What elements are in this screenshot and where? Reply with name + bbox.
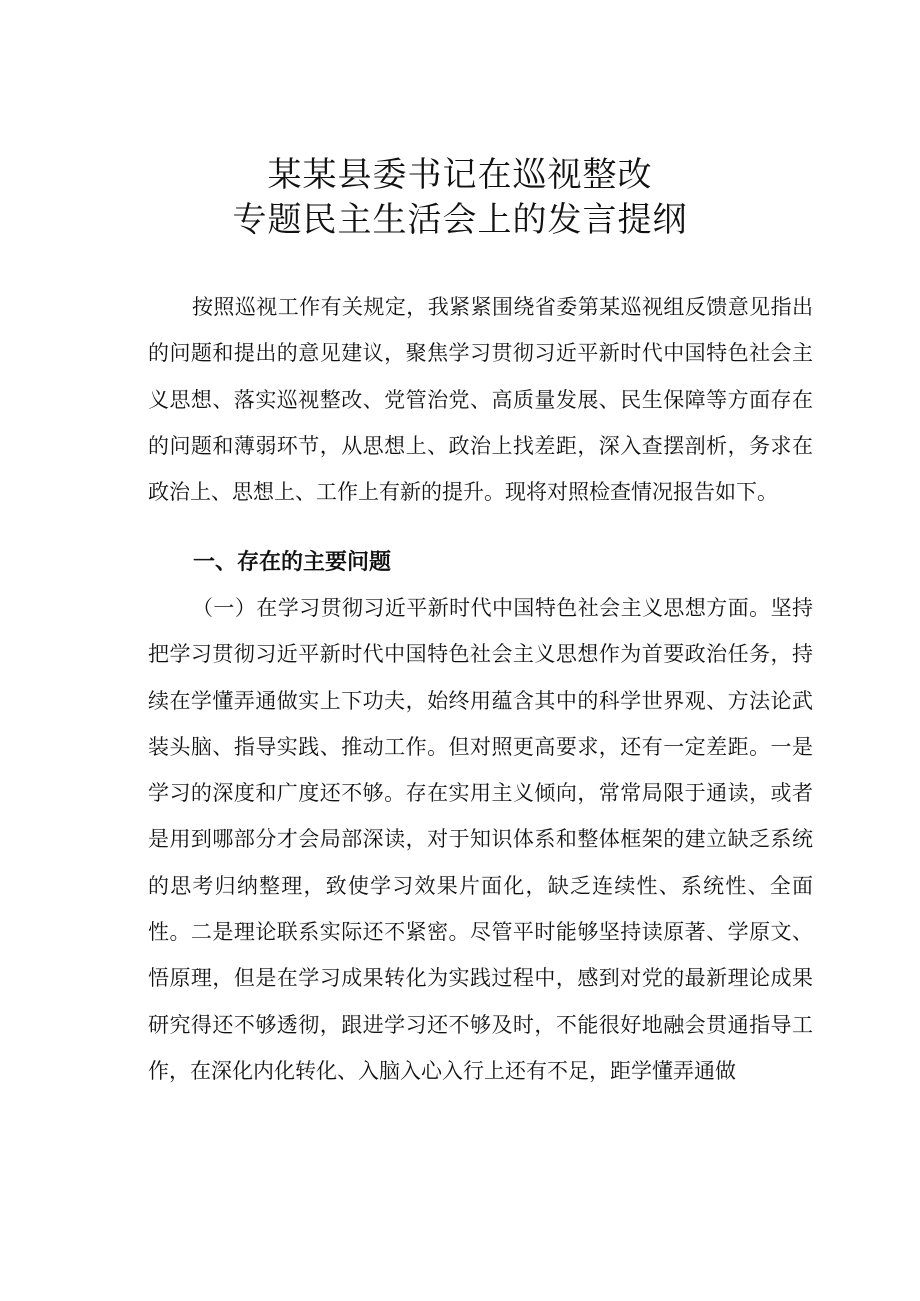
- intro-paragraph: 按照巡视工作有关规定，我紧紧围绕省委第某巡视组反馈意见指出的问题和提出的意见建议，聚焦学习贯彻习近平新时代中国特色社会主义思想、落实巡视整改、党管治党、高质量发展、民生保障等方面存在的问题和薄弱环节，从思想上、政治上找差距，深入查摆剖析，务求在政治上、思想上、工作上有新的提升。现将对照检查情况报告如下。: [148, 295, 813, 505]
- document-title-line-1: 某某县委书记在巡视整改: [267, 155, 653, 195]
- section-heading: 一、存在的主要问题: [193, 550, 392, 575]
- section-paragraph: （一）在学习贯彻习近平新时代中国特色社会主义思想方面。坚持把学习贯彻习近平新时代中国特色社会主义思想作为首要政治任务，持续在学懂弄通做实上下功夫，始终用蕴含其中的科学世界观、方法论武装头脑、指导实践、推动工作。但对照更高要求，还有一定差距。一是学习的深度和广度还不够。存在实用主义倾向，常常局限于通读，或者是用到哪部分才会局部深读，对于知识体系和整体框架的建立缺乏系统的思考归纳整理，致使学习效果片面化，缺乏连续性、系统性、全面性。二是理论联系实际还不紧密。尽管平时能够坚持读原著、学原文、悟原理，但是在学习成果转化为实践过程中，感到对党的最新理论成果研究得还不够透彻，跟进学习还不够及时，不能很好地融会贯通指导工作，在深化内化转化、入脑入心入行上还有不足，距学懂弄通做: [148, 596, 813, 1083]
- document-title-line-2: 专题民主生活会上的发言提纲: [232, 200, 688, 240]
